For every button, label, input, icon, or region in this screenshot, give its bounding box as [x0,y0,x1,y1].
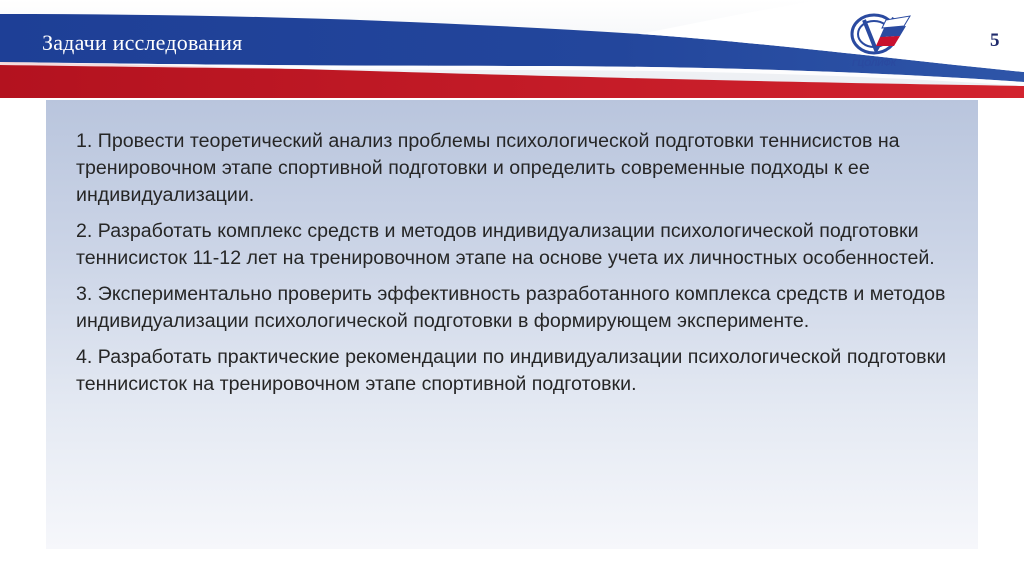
slide-title: Задачи исследования [42,30,243,55]
task-item-3: 3. Экспериментально проверить эффективность разработанного комплекса средств и методов индивидуализации психологической подготовки в формирующем эксперименте. [76,283,946,332]
page-number: 5 [990,30,1000,51]
institution-logo [846,8,916,70]
slide-header [0,0,1024,98]
content-panel [46,100,978,549]
task-item-2: 2. Разработать комплекс средств и методов индивидуализации психологической подготовки теннисисток 11-12 лет на тренировочном этапе на основе учета их личностных особенностей. [76,220,935,269]
task-item-1: 1. Провести теоретический анализ проблемы психологической подготовки теннисистов на тренировочном этапе спортивной подготовки и определить современные подходы к ее индивидуализации. [76,130,900,206]
task-item-4: 4. Разработать практические рекомендации по индивидуализации психологической подготовки теннисисток на тренировочном этапе спортивной подготовки. [76,346,947,395]
task-list [76,128,956,407]
logo-emblem-icon [846,8,916,70]
logo-text: ГЦОЛИФК [852,58,897,68]
